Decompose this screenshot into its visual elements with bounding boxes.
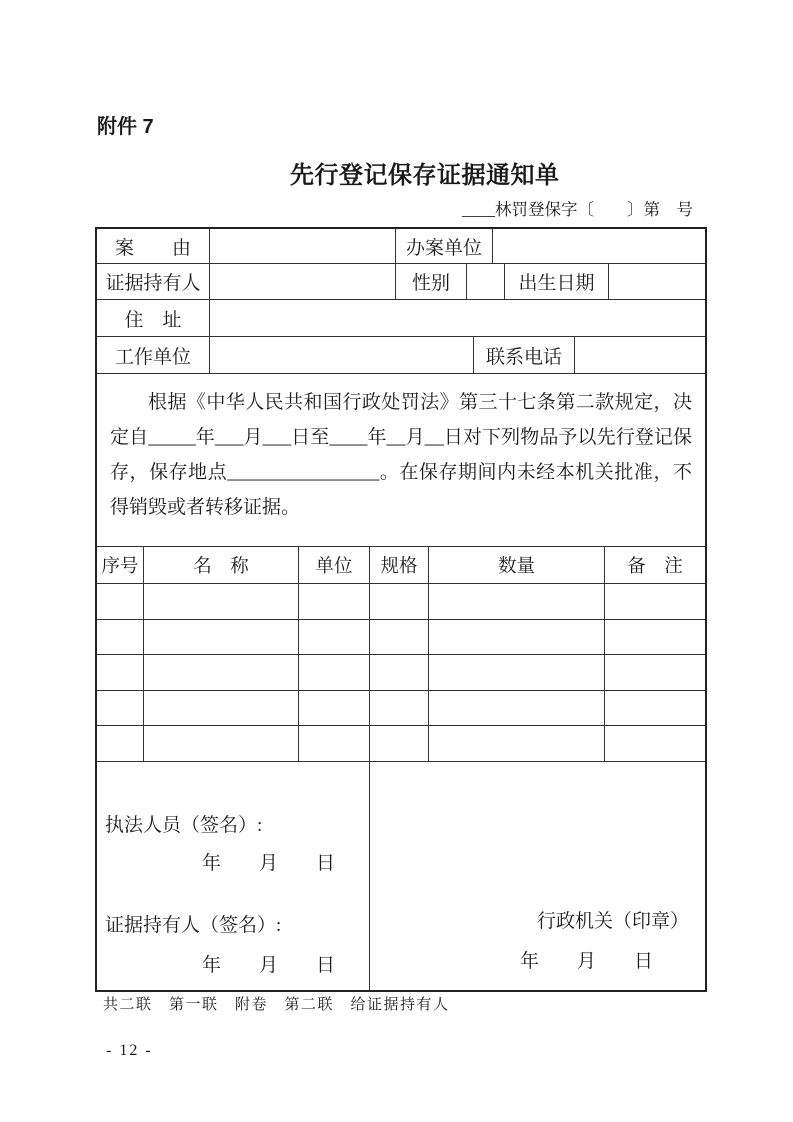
holder-date-line[interactable]: 年 月 日 (202, 955, 336, 976)
work-unit-label-cell: 工作单位 (97, 337, 210, 373)
page-title: 先行登记保存证据通知单 (290, 162, 560, 189)
birth-value-cell[interactable] (609, 264, 705, 299)
item-row (97, 691, 705, 727)
case-row (97, 229, 705, 264)
case-value-cell[interactable] (210, 229, 396, 263)
item-cell-spec[interactable] (370, 584, 429, 619)
item-cell-unit[interactable] (299, 691, 370, 726)
item-cell-remark[interactable] (605, 726, 705, 761)
item-cell-name[interactable] (144, 726, 299, 761)
item-cell-spec[interactable] (370, 620, 429, 655)
officer-date-line[interactable]: 年 月 日 (202, 853, 336, 874)
work-unit-row (97, 337, 705, 374)
page-number: - 12 - (106, 1042, 153, 1059)
item-cell-spec[interactable] (370, 726, 429, 761)
statement-row (97, 374, 705, 547)
item-cell-quantity[interactable] (429, 691, 605, 726)
item-row (97, 620, 705, 656)
item-cell-seq[interactable] (97, 726, 144, 761)
item-cell-unit[interactable] (299, 584, 370, 619)
ref-number-line: ____林罚登保字〔 〕第 号 (462, 200, 693, 219)
item-cell-quantity[interactable] (429, 726, 605, 761)
item-cell-remark[interactable] (605, 691, 705, 726)
item-row (97, 655, 705, 691)
gender-value-cell[interactable] (467, 264, 505, 299)
item-cell-name[interactable] (144, 620, 299, 655)
item-row (97, 726, 705, 761)
items-header-quantity: 数量 (429, 547, 605, 583)
item-cell-name[interactable] (144, 655, 299, 690)
item-cell-seq[interactable] (97, 691, 144, 726)
gender-label-cell: 性别 (396, 264, 467, 299)
item-cell-unit[interactable] (299, 726, 370, 761)
item-cell-name[interactable] (144, 584, 299, 619)
items-header-spec: 规格 (370, 547, 429, 583)
birth-label-cell: 出生日期 (505, 264, 609, 299)
item-cell-remark[interactable] (605, 584, 705, 619)
item-cell-quantity[interactable] (429, 584, 605, 619)
signature-right-cell (370, 762, 705, 990)
case-unit-value-cell[interactable] (493, 229, 705, 263)
holder-label-cell: 证据持有人 (97, 264, 210, 299)
signature-left-cell (97, 762, 370, 990)
holder-value-cell[interactable] (210, 264, 396, 299)
work-unit-value-cell[interactable] (210, 337, 474, 373)
officer-signature-label: 执法人员（签名）: (105, 815, 263, 836)
item-cell-seq[interactable] (97, 584, 144, 619)
item-cell-quantity[interactable] (429, 620, 605, 655)
items-header-row (97, 547, 705, 584)
agency-date-line[interactable]: 年 月 日 (519, 951, 653, 972)
attachment-label: 附件 7 (97, 116, 154, 138)
items-header-seq: 序号 (97, 547, 144, 583)
item-cell-name[interactable] (144, 691, 299, 726)
item-row (97, 584, 705, 620)
address-value-cell[interactable] (210, 300, 705, 336)
legal-statement: 根据《中华人民共和国行政处罚法》第三十七条第二款规定，决定自_____年___月___日至____年__月__日对下列物品予以先行登记保存，保存地点________________。在保存期间内未经本机关批准，不得销毁或者转移证据。 (110, 392, 692, 518)
items-header-name: 名 称 (144, 547, 299, 583)
address-label-cell: 住 址 (97, 300, 210, 336)
item-cell-seq[interactable] (97, 620, 144, 655)
phone-value-cell[interactable] (575, 337, 705, 373)
items-header-remark: 备 注 (627, 557, 683, 577)
item-cell-spec[interactable] (370, 691, 429, 726)
item-cell-seq[interactable] (97, 655, 144, 690)
item-cell-unit[interactable] (299, 620, 370, 655)
phone-label-cell: 联系电话 (474, 337, 575, 373)
item-cell-unit[interactable] (299, 655, 370, 690)
signature-section (97, 762, 705, 990)
item-cell-spec[interactable] (370, 655, 429, 690)
item-cell-quantity[interactable] (429, 655, 605, 690)
address-row (97, 300, 705, 337)
case-label-cell: 案 由 (97, 229, 210, 263)
item-cell-remark[interactable] (605, 655, 705, 690)
agency-seal-label: 行政机关（印章） (536, 911, 689, 932)
holder-row (97, 264, 705, 300)
form-table (95, 227, 707, 992)
holder-signature-label: 证据持有人（签名）: (105, 915, 282, 936)
items-header-unit: 单位 (299, 547, 370, 583)
case-unit-label-cell: 办案单位 (396, 229, 493, 263)
copies-note: 共二联 第一联 附卷 第二联 给证据持有人 (103, 997, 450, 1013)
items-empty-rows (97, 584, 705, 762)
item-cell-remark[interactable] (605, 620, 705, 655)
